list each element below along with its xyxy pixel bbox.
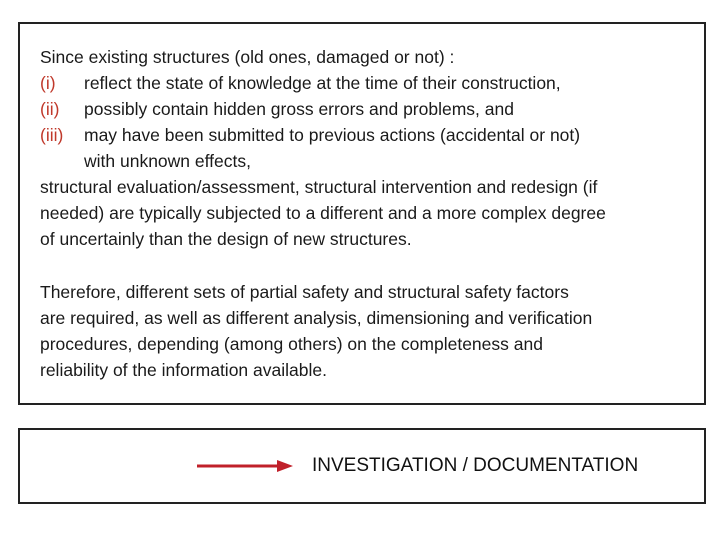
list-item — [40, 122, 690, 148]
list-item — [40, 70, 690, 96]
paragraph-line: procedures, depending (among others) on the completeness and — [40, 334, 543, 354]
list-item-continuation — [40, 148, 690, 174]
intro-line: Since existing structures (old ones, damaged or not) : — [40, 47, 455, 67]
paragraph-line: structural evaluation/assessment, structural intervention and redesign (if — [40, 177, 598, 197]
list-item — [40, 96, 690, 122]
investigation-box — [18, 428, 706, 504]
paragraph-line: needed) are typically subjected to a different and a more complex degree — [40, 203, 606, 223]
paragraph-line: are required, as well as different analysis, dimensioning and verification — [40, 308, 593, 328]
paragraph-therefore — [40, 279, 690, 383]
list-item-text: possibly contain hidden gross errors and problems, and — [84, 99, 514, 119]
list-item-number: (ii) — [40, 99, 60, 119]
investigation-label: INVESTIGATION / DOCUMENTATION — [312, 455, 639, 476]
paragraph-line: of uncertainly than the design of new structures. — [40, 229, 412, 249]
list-item-number: (iii) — [40, 125, 64, 145]
list-item-text: with unknown effects, — [84, 151, 251, 171]
main-text-box — [18, 22, 706, 405]
list-item-text: may have been submitted to previous actions (accidental or not) — [84, 125, 581, 145]
list-item-number — [40, 148, 84, 174]
paragraph-line: Therefore, different sets of partial safety and structural safety factors — [40, 282, 569, 302]
paragraph-line: reliability of the information available. — [40, 360, 327, 380]
paragraph-assessment — [40, 174, 690, 252]
list-item-number: (i) — [40, 73, 56, 93]
list-item-text: reflect the state of knowledge at the time of their construction, — [84, 73, 561, 93]
arrow-right-icon — [195, 458, 295, 474]
